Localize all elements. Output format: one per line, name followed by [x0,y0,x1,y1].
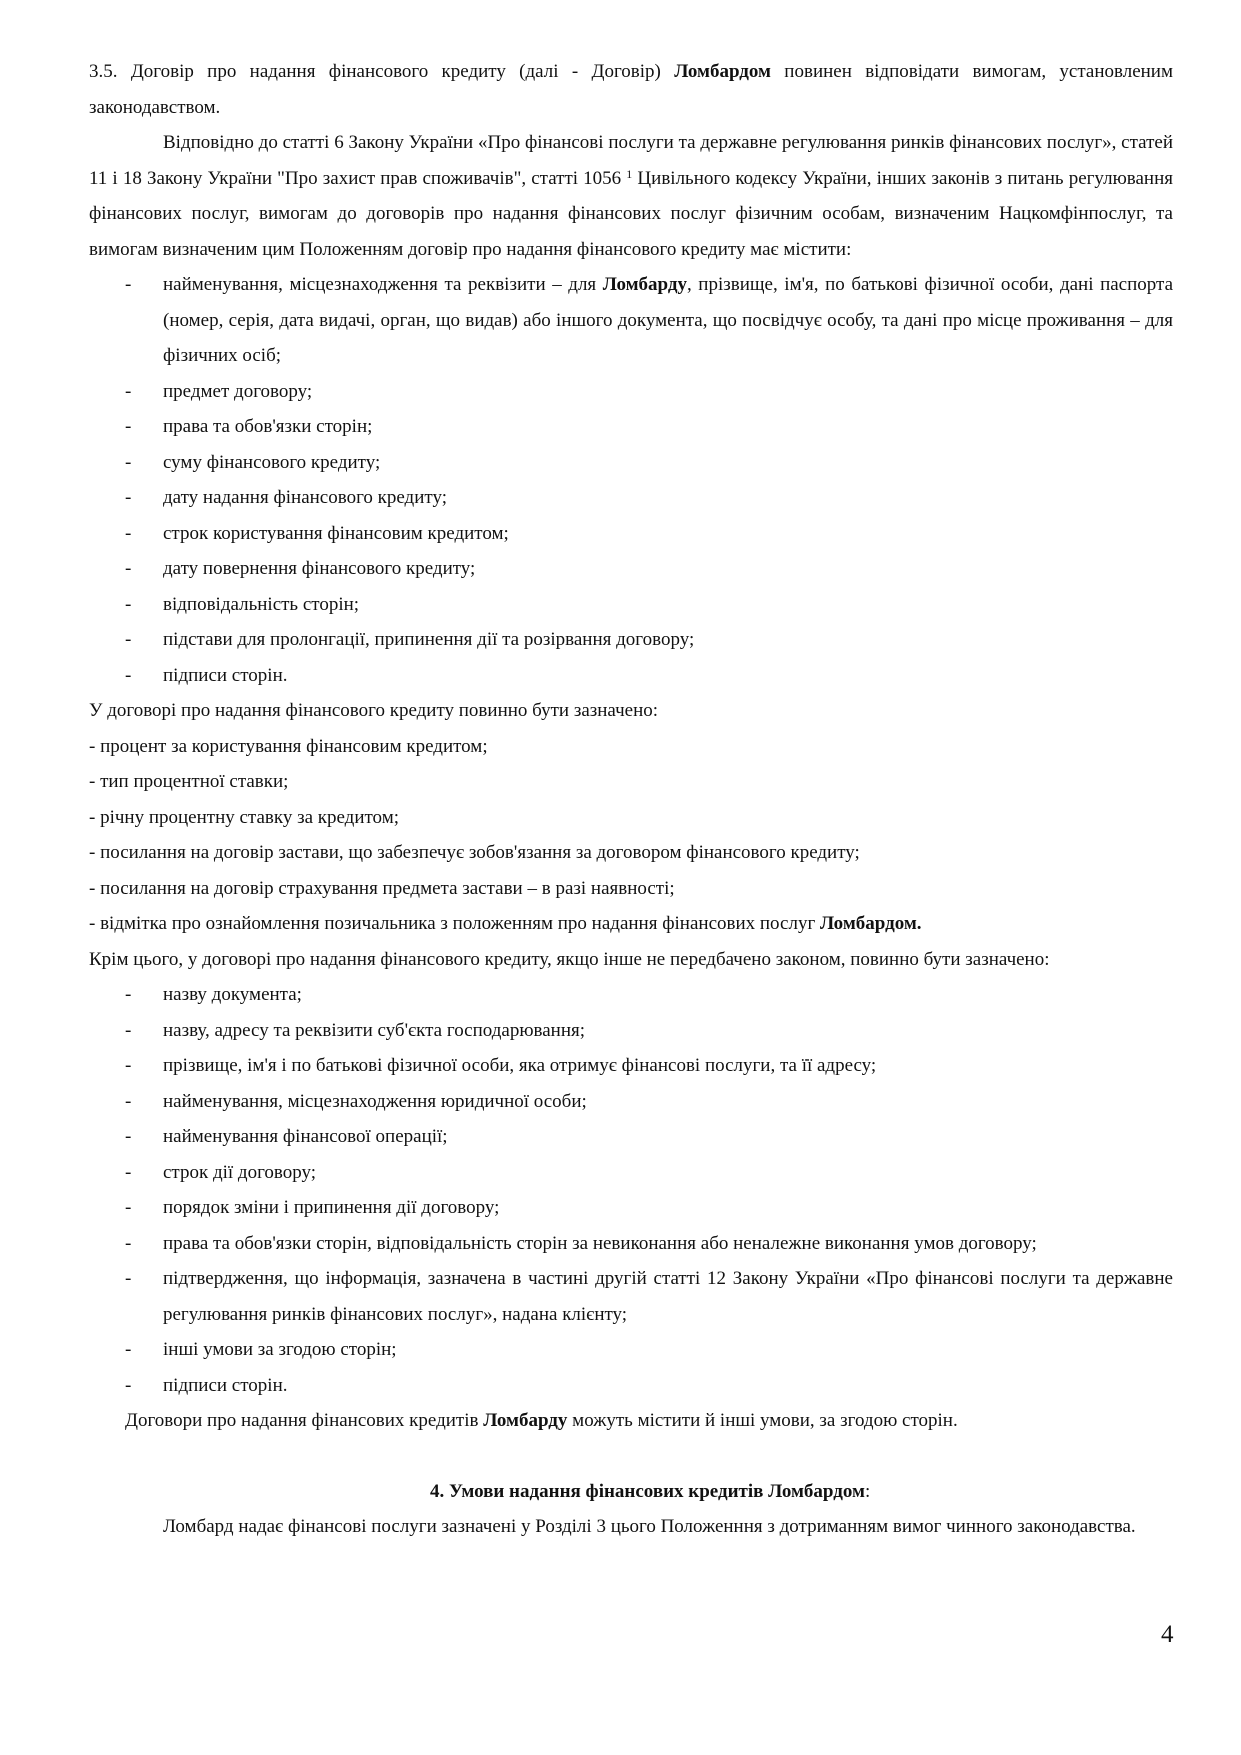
dash-marker: - [125,522,132,544]
list-item-text: відповідальність сторін; [163,593,360,615]
paragraph-text: Цивільного кодексу України, інших законів з питань регулювання фінансових послуг, вимогам до договорів про надання фінансових послуг фізичним особам, визначеним Нацкомфінпослуг, та вимогам визначеним цим Положенням договір про надання фінансового кредиту має містити: [89,167,1173,260]
lombard-bold: Ломбардом. [820,913,922,934]
required-terms-block [89,693,1173,977]
dash-marker: - [125,380,132,402]
contract-contents-list [89,267,1173,693]
dash-marker: - [125,416,132,437]
list-item [89,1332,1173,1368]
dash-marker: - [125,558,132,579]
list-item-text: назву, адресу та реквізити суб'єкта господарювання; [163,1019,586,1041]
list-item [89,1155,1173,1191]
paragraph-3-5 [89,54,1173,125]
paragraph-law-reference [89,125,1173,267]
list-item: - річну процентну ставку за кредитом; [89,806,400,828]
list-item [89,1190,1173,1226]
list-item-text: підстави для пролонгації, припинення дії та розірвання договору; [163,629,695,650]
lombard-bold: Ломбарду [602,274,687,295]
dash-marker: - [125,664,132,686]
list-item-text: дату повернення фінансового кредиту; [163,558,476,579]
list-item-text: права та обов'язки сторін, відповідальність сторін за невиконання або неналежне виконання умов договору; [163,1232,1037,1254]
paragraph-text: можуть містити й інші умови, за згодою сторін. [567,1410,958,1431]
other-terms-paragraph [89,1403,1173,1439]
list-item-text: - відмітка про ознайомлення позичальника з положенням про надання фінансових послуг [89,913,820,934]
dash-marker: - [125,984,132,1005]
paragraph-text: Договори про надання фінансових кредитів [125,1410,484,1431]
list-item-text: підписи сторін. [163,664,288,686]
additional-terms-list [89,977,1173,1403]
list-item-text: інші умови за згодою сторін; [163,1339,397,1360]
list-item [89,516,1173,552]
list-item-text: строк користування фінансовим кредитом; [163,522,509,544]
list-item [89,1368,1173,1404]
list-item-text: , прізвище, ім'я, по батькові фізичної особи, дані паспорта (номер, серія, дата видачі, орган, що видав) або іншого документа, що посвідчує особу, та дані про місце проживання – для фізичних осіб; [163,274,1174,366]
dash-marker: - [125,487,132,508]
list-item-text: найменування, місцезнаходження юридичної особи; [163,1090,587,1112]
list-item [89,977,1173,1013]
list-item [89,409,1173,445]
list-item [89,1013,1173,1049]
list-item [89,658,1173,694]
list-item [89,551,1173,587]
list-item [89,1084,1173,1120]
list-item-text: порядок зміни і припинення дії договору; [163,1197,500,1218]
dash-marker: - [125,1090,132,1112]
lombard-bold: Ломбарду [483,1410,568,1431]
list-item-text: назву документа; [163,984,302,1005]
paragraph-text: Відповідно до статті 6 Закону України «Про фінансові послуги та державне регулювання ринків фінансових послуг», статей 11 і 18 Закону України "Про захист прав споживачів", статті 1056 [89,132,1173,189]
list-item [89,445,1173,481]
list-item [89,1226,1173,1262]
list-item [89,622,1173,658]
list-item: - посилання на договір застави, що забезпечує зобов'язання за договором фінансового кредиту; [89,842,860,863]
list-item-text: найменування, місцезнаходження та реквізити – для [163,274,603,295]
dash-marker: - [125,1339,132,1360]
required-terms-intro: У договорі про надання фінансового кредиту повинно бути зазначено: [89,700,659,721]
list-item: - процент за користування фінансовим кредитом; [89,735,488,757]
dash-marker: - [125,1374,132,1396]
page-number: 4 [1161,1621,1174,1648]
lombard-bold: Ломбардом [674,61,771,82]
list-item [89,1261,1173,1332]
list-item-text: прізвище, ім'я і по батькові фізичної особи, яка отримує фінансові послуги, та її адресу; [163,1055,877,1076]
dash-marker: - [125,1055,132,1076]
section-4-heading [89,1474,1173,1510]
section-heading-colon: : [864,1480,871,1502]
list-item-text: строк дії договору; [163,1161,317,1183]
dash-marker: - [125,1019,132,1041]
list-item [89,906,1173,942]
list-item: - тип процентної ставки; [89,771,289,792]
section-heading-bold: 4. Умови надання фінансових кредитів Ломбардом [430,1480,865,1502]
list-item-text: дату надання фінансового кредиту; [163,487,447,508]
list-item: - посилання на договір страхування предмета застави – в разі наявності; [89,877,675,899]
section-4-paragraph: Ломбард надає фінансові послуги зазначені у Розділі 3 цього Положенння з дотриманням вимог чинного законодавства. [163,1516,1136,1537]
superscript: 1 [626,166,633,181]
dash-marker: - [125,629,132,650]
paragraph-text: 3.5. Договір про надання фінансового кредиту (далі - Договір) [89,61,675,82]
dash-marker: - [125,1161,132,1183]
paragraph-text: повинен відповідати вимогам, установленим законодавством. [89,61,1173,118]
dash-marker: - [125,593,132,615]
list-item-text: підписи сторін. [163,1374,288,1396]
list-item-text: найменування фінансової операції; [163,1126,448,1147]
dash-marker: - [125,1197,132,1218]
dash-marker: - [125,451,132,473]
dash-marker: - [125,274,132,295]
list-item-text: права та обов'язки сторін; [163,416,373,437]
list-item-text: суму фінансового кредиту; [163,451,381,473]
list-item [89,1048,1173,1084]
list-item-text: підтвердження, що інформація, зазначена в частині другій статті 12 Закону України «Про фінансові послуги та державне регулювання ринків фінансових послуг», надана клієнту; [163,1268,1173,1325]
list-item [89,374,1173,410]
list-item-text: предмет договору; [163,380,313,402]
list-item [89,480,1173,516]
dash-marker: - [125,1268,132,1289]
additional-terms-intro: Крім цього, у договорі про надання фінансового кредиту, якщо інше не передбачено законом, повинно бути зазначено: [89,948,1050,970]
dash-marker: - [125,1232,132,1254]
list-item [89,1119,1173,1155]
dash-marker: - [125,1126,132,1147]
list-item [89,587,1173,623]
document-page [89,54,1173,1545]
list-item [89,267,1173,374]
